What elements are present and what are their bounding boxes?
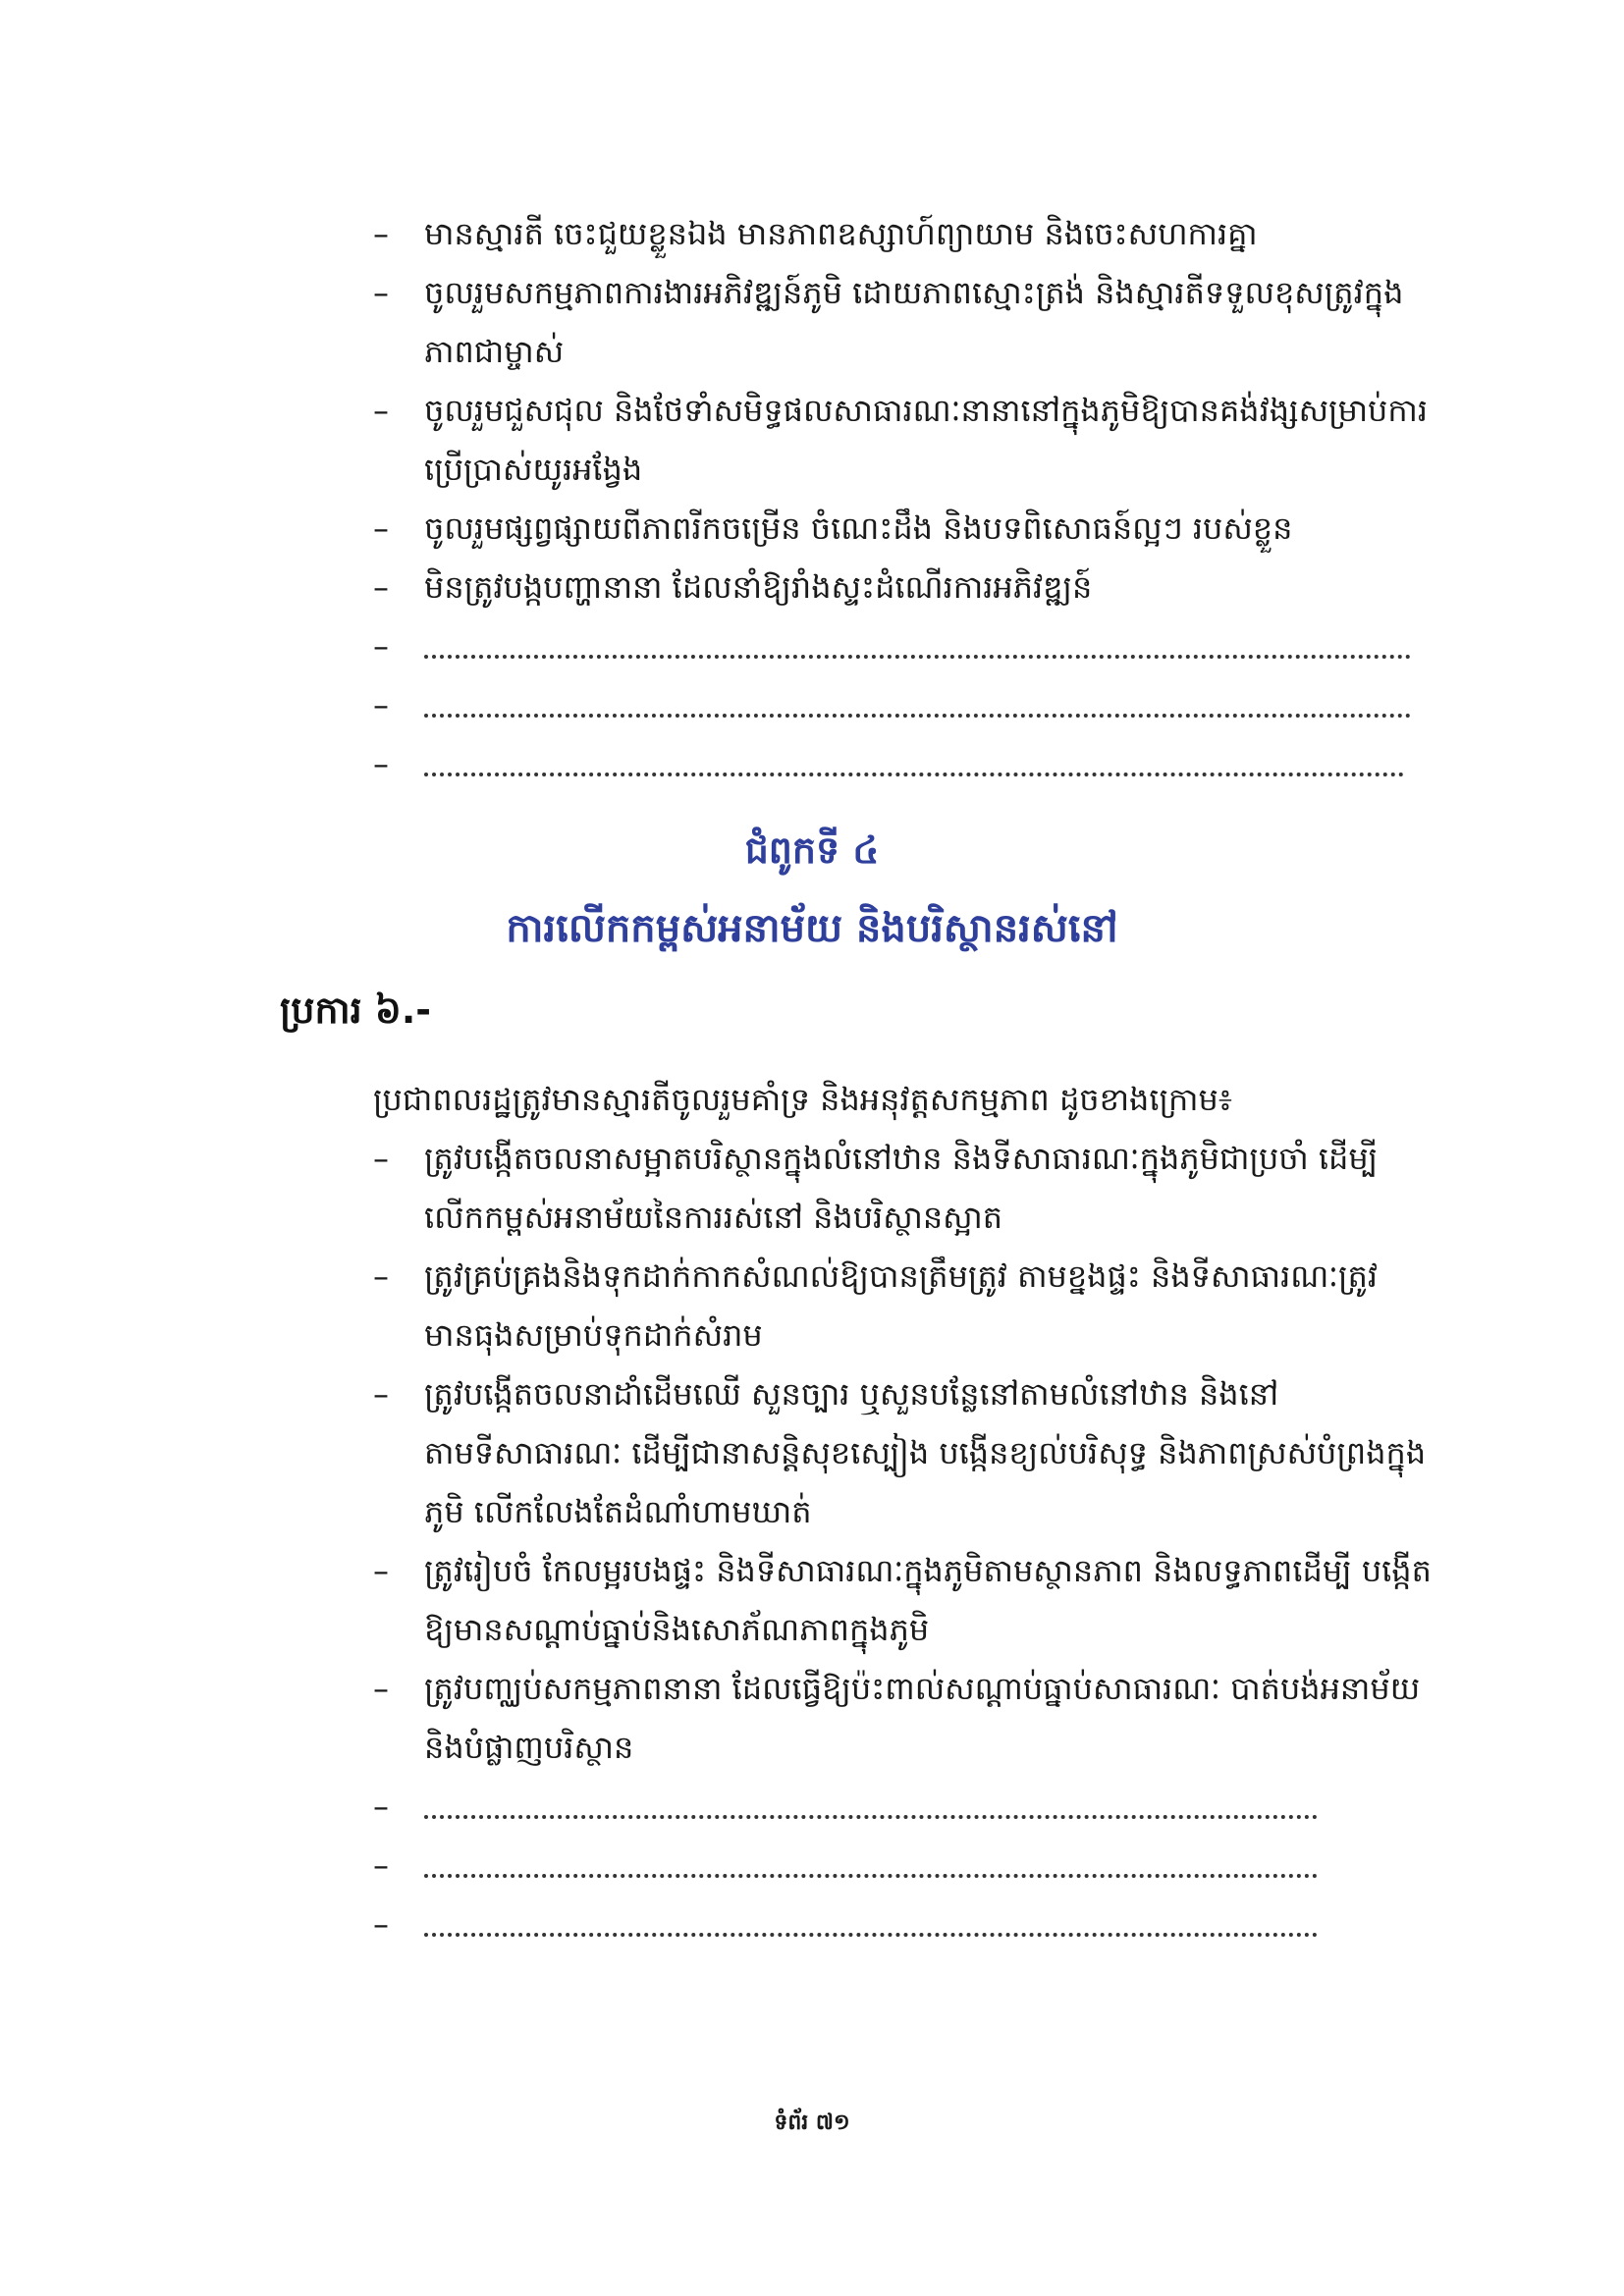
list-item bbox=[373, 1129, 1434, 1247]
dash-marker: – bbox=[373, 1552, 389, 1589]
dash-marker: – bbox=[373, 509, 389, 547]
list-item-text: ចូលរួមជួសជុល និងថែទាំសមិទ្ធផលសាធារណៈនានានៅក្នុងភូមិឱ្យបានគង់វង្សសម្រាប់ការប្រើប្រាស់យូរអង្វែង bbox=[424, 392, 1428, 488]
list-item-text: ត្រូវបង្កើតចលនាដាំដើមឈើ សួនច្បារ ឬសួនបន្លែនៅតាមលំនៅឋាន និងនៅតាមទីសាធារណៈ ដើម្បីជានាសន្តិសុខស្បៀង បង្កើនខ្យល់បរិសុទ្ធ និងភាពស្រស់បំព្រងក្នុងភូមិ លើកលែងតែដំណាំហាមឃាត់ bbox=[424, 1375, 1427, 1530]
dash-marker: – bbox=[373, 745, 389, 782]
list-item bbox=[373, 1659, 1434, 1777]
list-item bbox=[373, 381, 1434, 499]
chapter-number: ជំពូកទី ៤ bbox=[744, 828, 880, 872]
list-item-text: ចូលរួមផ្សព្វផ្សាយពីភាពរីកចម្រើន ចំណេះដឹង និងបទពិសោធន៍ល្អៗ របស់ខ្លួន bbox=[424, 509, 1293, 547]
dotted-fill-line bbox=[424, 710, 1411, 718]
list-obligations bbox=[373, 204, 1434, 793]
dash-marker: – bbox=[373, 392, 389, 429]
list-item-text: ត្រូវបញ្ឈប់សកម្មភាពនានា ដែលធ្វើឱ្យប៉ះពាល់សណ្តាប់ធ្នាប់សាធារណៈ បាត់បង់អនាម័យ និងបំផ្លាញបរិស្ថាន bbox=[424, 1670, 1421, 1766]
dotted-fill-line bbox=[424, 1929, 1318, 1937]
dash-marker: – bbox=[373, 274, 389, 311]
article-label: ប្រការ ៦.- bbox=[280, 988, 432, 1032]
dotted-fill-line bbox=[424, 1811, 1318, 1819]
list-item-text: មានស្មារតី ចេះជួយខ្លួនឯង មានភាពឧស្សាហ៍ព្យាយាម និងចេះសហការគ្នា bbox=[424, 215, 1258, 252]
dash-marker: – bbox=[373, 1788, 389, 1825]
list-item bbox=[373, 1541, 1434, 1659]
dash-marker: – bbox=[373, 568, 389, 606]
list-item-text: មិនត្រូវបង្កបញ្ហានានា ដែលនាំឱ្យរាំងស្ទះដំណើរការអភិវឌ្ឍន៍ bbox=[424, 568, 1093, 606]
dash-marker: – bbox=[373, 1375, 389, 1413]
dash-marker: – bbox=[373, 1670, 389, 1707]
list-item bbox=[373, 204, 1434, 263]
dash-marker: – bbox=[373, 1140, 389, 1177]
list-item bbox=[373, 558, 1434, 616]
dotted-fill-line bbox=[424, 651, 1411, 659]
blank-line-item bbox=[373, 734, 1434, 793]
list-item bbox=[373, 1364, 1434, 1541]
blank-line-item bbox=[373, 675, 1434, 734]
list-item bbox=[373, 1247, 1434, 1364]
article-intro: ប្រជាពលរដ្ឋត្រូវមានស្មារតីចូលរួមគាំទ្រ និងអនុវត្តសកម្មភាព ដូចខាងក្រោម៖ bbox=[373, 1081, 1232, 1118]
list-actions bbox=[373, 1129, 1434, 1953]
blank-line-item bbox=[373, 1836, 1434, 1895]
blank-line-item bbox=[373, 616, 1434, 675]
dash-marker: – bbox=[373, 1905, 389, 1943]
dotted-fill-line bbox=[424, 769, 1404, 776]
chapter-title: ការលើកកម្ពស់អនាម័យ និងបរិស្ថានរស់នៅ bbox=[506, 906, 1118, 951]
list-item-text: ចូលរួមសកម្មភាពការងារអភិវឌ្ឍន៍ភូមិ ដោយភាពស្មោះត្រង់ និងស្មារតីទទួលខុសត្រូវក្នុងភាពជាម្ចាស់ bbox=[424, 274, 1404, 370]
dash-marker: – bbox=[373, 686, 389, 723]
list-item-text: ត្រូវរៀបចំ កែលម្អរបងផ្ទះ និងទីសាធារណៈក្នុងភូមិតាមស្ថានភាព និងលទ្ធភាពដើម្បី បង្កើតឱ្យមានសណ្តាប់ធ្នាប់និងសោភ័ណភាពក្នុងភូមិ bbox=[424, 1552, 1432, 1648]
dash-marker: – bbox=[373, 1846, 389, 1884]
dotted-fill-line bbox=[424, 1870, 1318, 1878]
dash-marker: – bbox=[373, 1257, 389, 1295]
dash-marker: – bbox=[373, 627, 389, 665]
list-item-text: ត្រូវបង្កើតចលនាសម្អាតបរិស្ថានក្នុងលំនៅឋាន និងទីសាធារណៈក្នុងភូមិជាប្រចាំ ដើម្បីលើកកម្ពស់អនាម័យនៃការរស់នៅ និងបរិស្ថានស្អាត bbox=[424, 1140, 1379, 1236]
list-item-text: ត្រូវគ្រប់គ្រងនិងទុកដាក់កាកសំណល់ឱ្យបានត្រឹមត្រូវ តាមខ្នងផ្ទះ និងទីសាធារណៈត្រូវមានធុងសម្រាប់ទុកដាក់សំរាម bbox=[424, 1257, 1379, 1354]
blank-line-item bbox=[373, 1777, 1434, 1836]
blank-line-item bbox=[373, 1895, 1434, 1953]
dash-marker: – bbox=[373, 215, 389, 252]
list-item bbox=[373, 499, 1434, 558]
page-number: ទំព័រ ៧១ bbox=[774, 2110, 850, 2135]
list-item bbox=[373, 263, 1434, 381]
